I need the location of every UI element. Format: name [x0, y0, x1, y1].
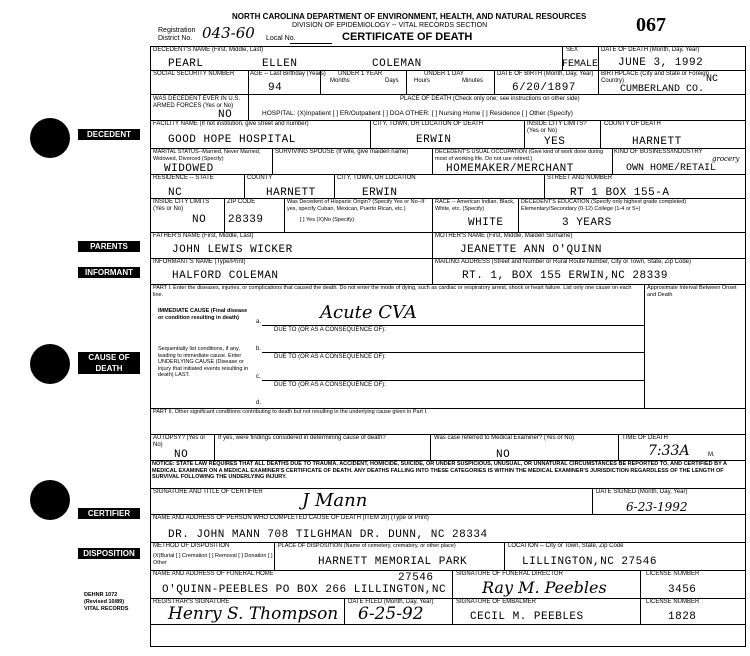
completer-name-address: DR. JOHN MANN 708 TILGHMAN DR. DUNN, NC 28334 [168, 529, 488, 541]
embalmer-license-label: LICENSE NUMBER [646, 599, 700, 605]
funeral-home-label: NAME AND ADDRESS OF FUNERAL HOME [153, 571, 274, 577]
completer-label: NAME AND ADDRESS OF PERSON WHO COMPLETED CAUSE OF DEATH (ITEM 20) (Type or Print) [153, 515, 429, 521]
embalmer-name: CECIL M. PEEBLES [470, 611, 584, 623]
under-day-label: UNDER 1 DAY [424, 71, 464, 77]
registration-label: Registration [158, 27, 196, 34]
residence-city: ERWIN [362, 187, 398, 199]
age-label: AGE -- Last Birthday (Years) [250, 71, 326, 77]
cause-section-label: CAUSE OF DEATH [78, 352, 140, 374]
autopsy-value: NO [174, 449, 189, 461]
certificate-title: CERTIFICATE OF DEATH [342, 31, 473, 43]
due-to-b: DUE TO (OR AS A CONSEQUENCE OF): [274, 354, 386, 360]
disposition-section-label: DISPOSITION [78, 548, 140, 559]
parents-section-label: PARENTS [78, 241, 140, 252]
date-of-death-label: DATE OF DEATH (Month, Day, Year) [601, 47, 700, 53]
death-county-label: COUNTY OF DEATH [604, 121, 661, 127]
date-of-death: JUNE 3, 1992 [618, 57, 704, 69]
minutes-label: Minutes [462, 78, 484, 84]
due-to-c: DUE TO (OR AS A CONSEQUENCE OF): [274, 382, 386, 388]
decedent-middle-name: ELLEN [262, 58, 298, 70]
notice: NOTICE: STATE LAW REQUIRES THAT ALL DEATHS DUE TO TRAUMA, ACCIDENT, HOMICIDE, SUICIDE, OR UNDER SUSPICIOUS, UNUSUAL, OR UNNATURAL CIRCUMSTANCES BE REPORTED TO, AND CERTIFIED BY A MEDICAL EXAMINER ON A MEDICAL EXAMINER'S CERTIFICATE OF DEATH. ANY DEATHS FALLING INTO THESE CATEGORIES IS WITHIN THE MEDICAL EXAMINER'S JURISDICTION REGARDLESS OF THE LENGTH OF SURVIVAL FOLLOWING THE UNDERLYING INJURY. [152, 461, 727, 480]
race-value: WHITE [468, 217, 504, 229]
line-b-letter: b. [256, 346, 262, 352]
certifier-sig-label: SIGNATURE AND TITLE OF CERTIFIER [153, 489, 263, 495]
district-label: District No. [158, 35, 193, 42]
residence-county-label: COUNTY [247, 175, 273, 181]
business-label: KIND OF BUSINESS/INDUSTRY [614, 149, 703, 155]
father-name: JOHN LEWIS WICKER [172, 244, 293, 256]
birthplace: CUMBERLAND CO. [620, 84, 705, 95]
residence-county: HARNETT [266, 187, 316, 199]
inside-limits: YES [544, 136, 566, 148]
method-value: (X)Burial [ ] Cremation [ ] Removal [ ] Donation [ ] Other [153, 553, 273, 566]
death-county: HARNETT [632, 136, 682, 148]
punch-hole [30, 344, 70, 384]
residence-street: RT 1 BOX 155-A [570, 187, 670, 199]
informant-label: INFORMANT'S NAME (Type/Print) [153, 259, 246, 265]
autopsy-label: AUTOPSY? (Yes or No) [153, 435, 206, 448]
under-year-label: UNDER 1 YEAR [338, 71, 383, 77]
director-signature: Ray M. Peebles [482, 578, 607, 597]
business: OWN HOME/RETAIL [626, 163, 717, 174]
marital-label: MARITAL STATUS--Married, Never Married, Widowed, Divorced (Specify) [153, 149, 261, 162]
line-c-letter: c. [256, 374, 261, 380]
certifier-signature: J Mann [302, 490, 368, 511]
death-city-label: CITY, TOWN, OR LOCATION OF DEATH [373, 121, 484, 127]
director-sig-label: SIGNATURE OF FUNERAL DIRECTOR [456, 571, 563, 577]
license-number: 3456 [668, 584, 697, 596]
days-label: Days [385, 78, 399, 84]
mother-name: JEANETTE ANN O'QUINN [460, 244, 603, 256]
months-label: Months [330, 78, 350, 84]
funeral-home-zip: 27546 [398, 572, 434, 584]
interval-label: Approximate Interval Between Onset and Death [647, 285, 737, 298]
due-to-a: DUE TO (OR AS A CONSEQUENCE OF): [274, 327, 386, 333]
place-of-death-options: HOSPITAL: (X)Inpatient [ ] ER/Outpatient [ ] DOA OTHER: [ ] Nursing Home [ ] Residence [ ] Other (Specify) [262, 110, 573, 117]
immediate-label: IMMEDIATE CAUSE (Final disease or condition resulting in death) [158, 308, 248, 321]
registrar-label: REGISTRAR'S SIGNATURE [153, 599, 230, 605]
disposition-location: LILLINGTON,NC 27546 [522, 556, 657, 568]
mother-label: MOTHER'S NAME (First, Middle, Maiden Surname) [435, 233, 573, 239]
method-label: METHOD OF DISPOSITION [153, 543, 230, 549]
armed-forces-label: WAS DECEDENT EVER IN U.S. ARMED FORCES (Yes or No) [153, 96, 241, 109]
birthplace-label: BIRTHPLACE (City and State or Foreign Country) [601, 71, 709, 84]
form-id: DEHNR 1072 [84, 592, 118, 598]
disposition-location-label: LOCATION -- City or Town, State, Zip Code [508, 543, 624, 549]
residence-zip: 28339 [228, 214, 264, 226]
education-label: DECEDENT'S EDUCATION (Specify only highest grade completed) Elementary/Secondary (0-12) College (1-4 or 5+) [521, 199, 687, 212]
division-heading: DIVISION OF EPIDEMIOLOGY -- VITAL RECORDS SECTION [292, 22, 488, 29]
registrar-signature: Henry S. Thompson [168, 604, 339, 624]
armed-forces-value: NO [218, 109, 233, 121]
date-signed: 6-23-1992 [626, 500, 688, 514]
findings-label: If yes, were findings considered in determining cause of death? [218, 435, 386, 441]
embalmer-label: SIGNATURE OF EMBALMER [456, 599, 536, 605]
disposition-place-label: PLACE OF DISPOSITION (Name of cemetery, crematory, or other place) [278, 543, 456, 549]
father-label: FATHER'S NAME (First, Middle, Last) [153, 233, 254, 239]
sex-value: FEMALE [562, 59, 599, 70]
street-label: STREET AND NUMBER [547, 175, 613, 181]
form-revision: (Revised 10/89) [84, 599, 125, 605]
place-of-death-label: PLACE OF DEATH (Check only one; see instructions on other side) [400, 96, 580, 102]
decedent-last-name: COLEMAN [372, 58, 422, 70]
funeral-home: O'QUINN-PEEBLES PO BOX 266 LILLINGTON,NC [162, 584, 447, 596]
race-label: RACE -- American Indian, Black, White, etc. (Specify) [435, 199, 515, 212]
disposition-place: HARNETT MEMORIAL PARK [318, 556, 468, 568]
tod-label: TIME OF DEATH [622, 435, 668, 441]
informant-address-label: MAILING ADDRESS (Street and Number or Rural Route Number, City or Town, State, Zip Code) [435, 259, 691, 265]
zip-label: ZIP CODE [227, 199, 256, 205]
date-of-birth: 6/20/1897 [512, 82, 576, 94]
inside-limits-label: INSIDE CITY LIMITS? (Yes or No) [527, 121, 587, 134]
sequential-label: Sequentially list conditions, if any, leading to immediate cause. Enter UNDERLYING CAUSE (Disease or injury that initiated events resulting in death) LAST. [158, 346, 249, 378]
residence-limits: NO [192, 214, 207, 226]
spouse-label: SURVIVING SPOUSE (If wife, give maiden name) [275, 149, 409, 155]
occupation: HOMEMAKER/MERCHANT [446, 163, 574, 175]
ssn-label: SOCIAL SECURITY NUMBER [153, 71, 235, 77]
tod-suffix: M. [708, 452, 715, 458]
dob-label: DATE OF BIRTH (Month, Day, Year) [497, 71, 594, 77]
sex-label: SEX [566, 47, 579, 53]
name-label: DECEDENT'S NAME (First, Middle, Last) [153, 47, 264, 53]
residence-state-label: RESIDENCE -- STATE [153, 175, 214, 181]
district-number: 043-60 [202, 24, 255, 42]
punch-hole [30, 480, 70, 520]
me-label: Was case referred to Medical Examiner? (Yes or No) [434, 435, 574, 441]
me-value: NO [496, 449, 511, 461]
decedent-section-label: DECEDENT [78, 129, 140, 140]
license-label: LICENSE NUMBER [646, 571, 700, 577]
residence-city-label: CITY, TOWN, OR LOCATION [337, 175, 416, 181]
education-value: 3 YEARS [562, 217, 612, 229]
hours-label: Hours [414, 78, 431, 84]
birthplace-state: NC [706, 74, 719, 85]
facility-label: FACILITY NAME (If not institution, give street and number) [153, 121, 309, 127]
occupation-label: DECEDENT'S USUAL OCCUPATION (Give kind of work done during most of working life. Do not use retired.) [435, 149, 604, 162]
local-label: Local No. [266, 35, 296, 42]
line-a-letter: a. [256, 319, 262, 325]
informant-section-label: INFORMANT [78, 267, 140, 278]
date-signed-label: DATE SIGNED (Month, Day, Year) [596, 489, 688, 495]
marital-status: WIDOWED [164, 163, 214, 175]
embalmer-license: 1828 [668, 611, 697, 623]
time-of-death: 7:33A [648, 443, 690, 459]
residence-limits-label: INSIDE CITY LIMITS (Yes or No) [153, 199, 210, 212]
punch-hole [30, 118, 70, 158]
informant-address: RT. 1, BOX 155 ERWIN,NC 28339 [462, 270, 668, 282]
form-office: VITAL RECORDS [84, 606, 129, 612]
residence-state: NC [168, 187, 183, 199]
certificate-number: 067 [636, 14, 666, 36]
hispanic-label: Was Decedent of Hispanic Origin? (Specify Yes or No--If yes, specify Cuban, Mexican, Puerto Rican, etc.) [287, 199, 425, 212]
date-filed: 6-25-92 [358, 604, 424, 624]
informant-name: HALFORD COLEMAN [172, 270, 279, 282]
business-note: grocery [712, 155, 740, 163]
part1-label: PART I. Enter the diseases, injuries, or complications that caused the death. Do not enter the mode of dying, such as cardiac or respiratory arrest, shock or heart failure. List only one cause on each line. [153, 285, 632, 298]
certifier-section-label: CERTIFIER [78, 508, 140, 519]
facility-name: GOOD HOPE HOSPITAL [168, 134, 296, 146]
agency-heading: NORTH CAROLINA DEPARTMENT OF ENVIRONMENT, HEALTH, AND NATURAL RESOURCES [232, 12, 587, 21]
date-filed-label: DATE FILED (Month, Day, Year) [348, 599, 434, 605]
death-city: ERWIN [416, 134, 452, 146]
hispanic-value: [ ] Yes (X)No (Specify) [300, 217, 355, 223]
age-value: 94 [268, 82, 283, 94]
decedent-first-name: PEARL [168, 58, 204, 70]
part2-label: PART II. Other significant conditions contributing to death but not resulting in the underlying cause given in Part I. [153, 409, 428, 415]
line-d-letter: d. [256, 400, 262, 406]
immediate-cause: Acute CVA [320, 302, 417, 323]
